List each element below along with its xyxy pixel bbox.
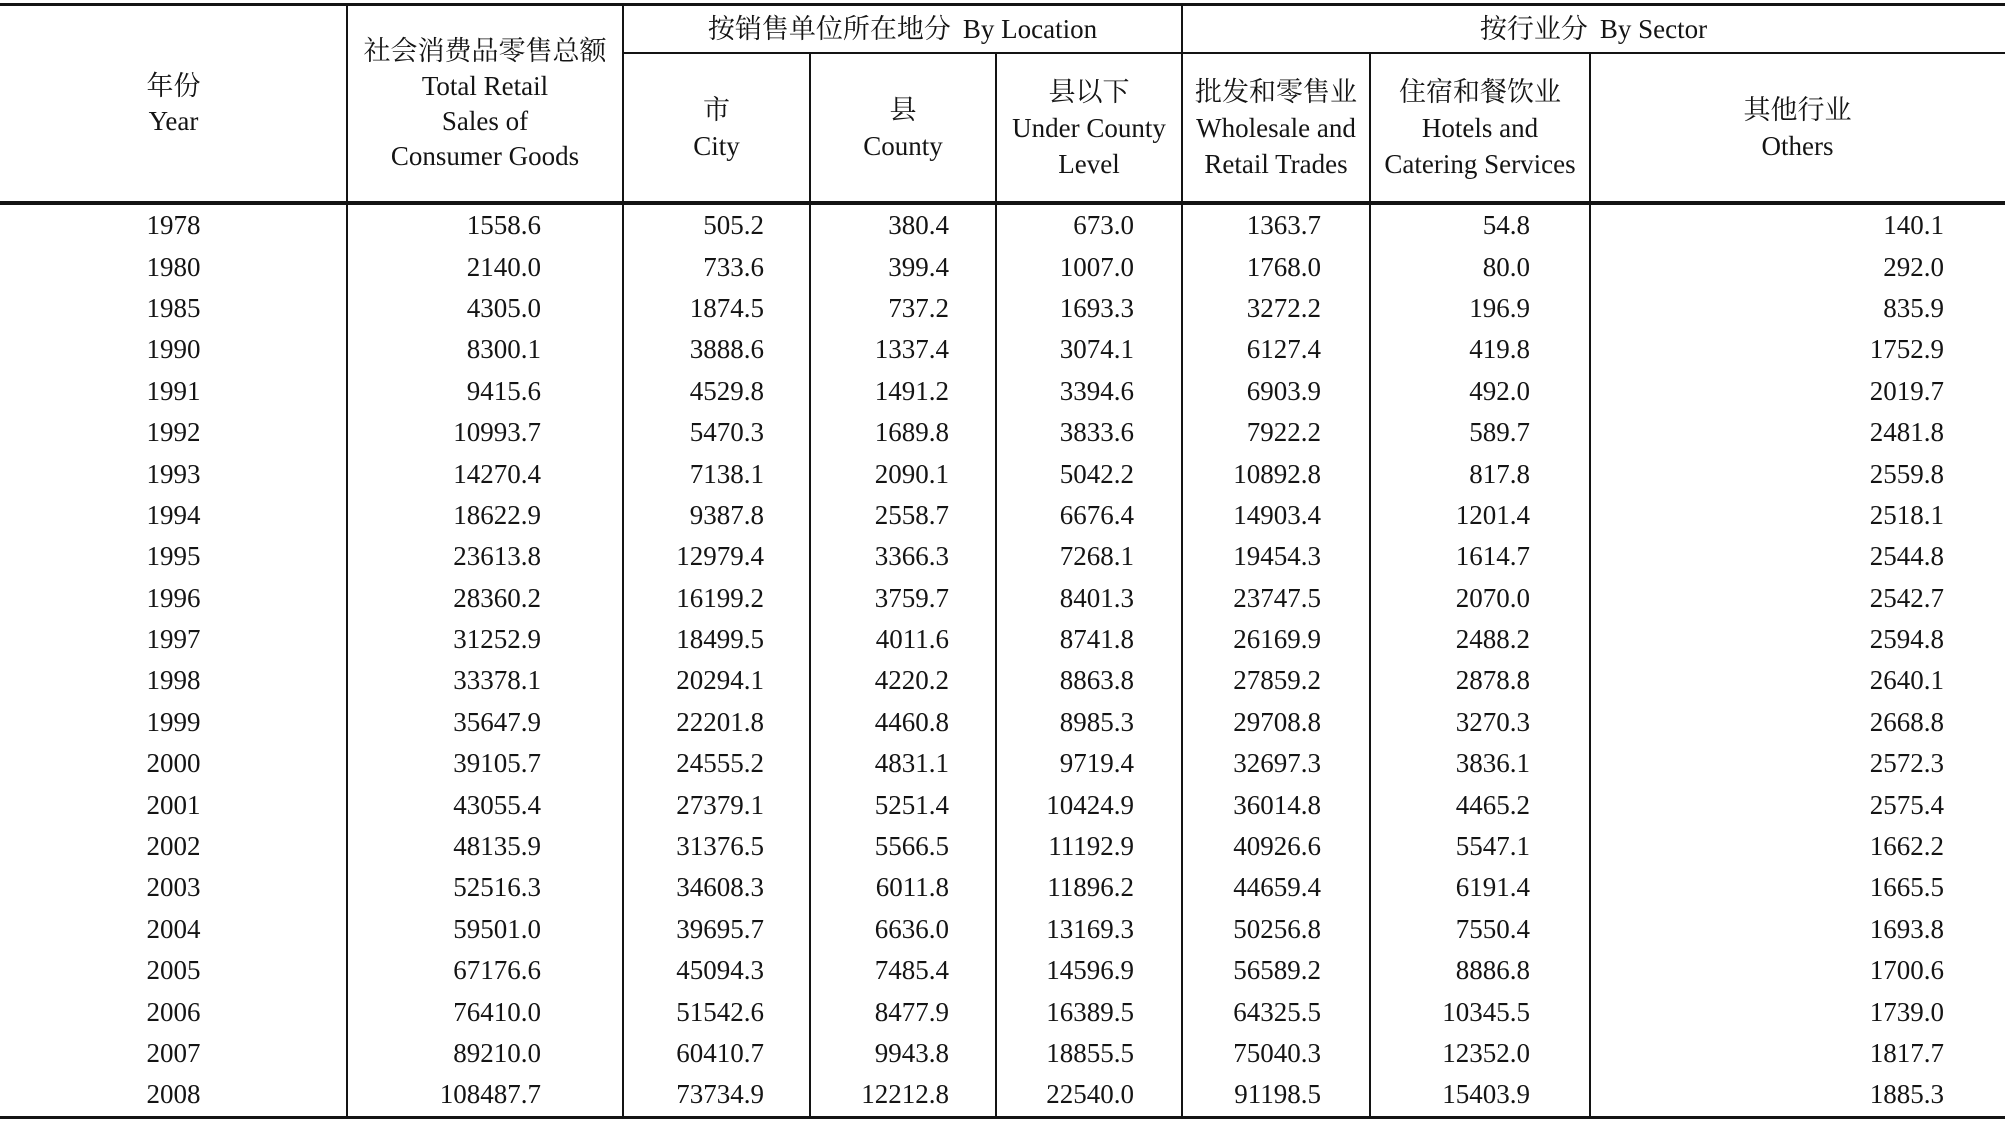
- cell-total-retail-sales: 67176.6: [453, 955, 541, 986]
- cell-hotels-catering: 15403.9: [1442, 1079, 1530, 1110]
- cell-others: 1817.7: [1869, 1038, 1944, 1068]
- table-row: [0, 991, 2005, 1032]
- cell-others: 2481.8: [1869, 417, 1944, 448]
- cell-others: 1752.9: [1869, 334, 1944, 365]
- cell-city: 27379.1: [676, 789, 764, 820]
- cell-wholesale-retail: 23747.5: [1233, 582, 1321, 613]
- cell-total-retail-sales: 9415.6: [466, 375, 541, 406]
- cell-county: 1491.2: [874, 375, 949, 406]
- cell-wholesale-retail: 32697.3: [1233, 748, 1321, 779]
- cell-under-county: 10424.9: [1046, 789, 1134, 820]
- cell-others: 292.0: [1883, 251, 1944, 282]
- column-rule: [995, 52, 997, 1119]
- header-label-zh: 按行业分: [1479, 14, 1588, 44]
- cell-under-county: 8863.8: [1059, 665, 1134, 696]
- cell-county: 4460.8: [874, 706, 949, 737]
- cell-others: 2572.3: [1869, 748, 1944, 779]
- cell-hotels-catering: 80.0: [1482, 251, 1530, 282]
- cell-year: 1990: [146, 334, 201, 365]
- cell-hotels-catering: 817.8: [1469, 458, 1530, 489]
- cell-county: 3366.3: [874, 541, 949, 572]
- table-row: [0, 784, 2005, 825]
- header-by-location: [623, 6, 1182, 54]
- table-header: [0, 6, 2005, 201]
- cell-others: 2594.8: [1869, 624, 1944, 655]
- cell-year: 1998: [146, 665, 201, 696]
- header-label-zh: 市: [703, 94, 730, 125]
- column-rule: [1181, 3, 1183, 1119]
- cell-total-retail-sales: 10993.7: [453, 417, 541, 448]
- cell-total-retail-sales: 4305.0: [466, 292, 541, 323]
- table-row: [0, 536, 2005, 577]
- cell-hotels-catering: 3270.3: [1455, 706, 1530, 737]
- cell-under-county: 7268.1: [1059, 541, 1134, 572]
- column-rule: [809, 52, 811, 1119]
- table-row: [0, 412, 2005, 453]
- cell-year: 1994: [146, 499, 201, 530]
- cell-city: 22201.8: [676, 706, 764, 737]
- cell-total-retail-sales: 31252.9: [453, 624, 541, 655]
- cell-under-county: 14596.9: [1046, 955, 1134, 986]
- table-body: [0, 205, 2005, 1116]
- cell-city: 16199.2: [676, 582, 764, 613]
- cell-wholesale-retail: 10892.8: [1233, 458, 1321, 489]
- cell-wholesale-retail: 1363.7: [1246, 210, 1321, 241]
- table-row: [0, 826, 2005, 867]
- cell-others: 1739.0: [1869, 996, 1944, 1027]
- table-row: [0, 950, 2005, 991]
- cell-hotels-catering: 2878.8: [1455, 665, 1530, 696]
- cell-year: 2008: [146, 1079, 201, 1110]
- table-row: [0, 453, 2005, 494]
- cell-under-county: 22540.0: [1046, 1079, 1134, 1110]
- table-row: [0, 578, 2005, 619]
- cell-total-retail-sales: 43055.4: [453, 789, 541, 820]
- table-row: [0, 246, 2005, 287]
- cell-city: 1874.5: [689, 292, 764, 323]
- cell-total-retail-sales: 89210.0: [453, 1038, 541, 1068]
- cell-year: 2000: [146, 748, 201, 779]
- header-by-sector: [1182, 6, 2005, 54]
- cell-year: 1996: [146, 582, 201, 613]
- cell-county: 399.4: [888, 251, 949, 282]
- header-label-en: Hotels and: [1421, 112, 1539, 143]
- cell-city: 34608.3: [676, 872, 764, 903]
- cell-hotels-catering: 6191.4: [1455, 872, 1530, 903]
- cell-total-retail-sales: 1558.6: [466, 210, 541, 241]
- table-bottom-rule: [0, 1116, 2005, 1119]
- header-wholesale-retail: [1182, 54, 1370, 201]
- cell-county: 4011.6: [875, 624, 949, 655]
- cell-wholesale-retail: 64325.5: [1233, 996, 1321, 1027]
- cell-hotels-catering: 4465.2: [1455, 789, 1530, 820]
- cell-year: 2004: [146, 913, 201, 944]
- table-top-rule: [0, 3, 2005, 6]
- cell-year: 1995: [146, 541, 201, 572]
- cell-hotels-catering: 492.0: [1469, 375, 1530, 406]
- cell-county: 9943.8: [874, 1038, 949, 1068]
- cell-county: 4831.1: [874, 748, 949, 779]
- cell-city: 505.2: [703, 210, 764, 241]
- cell-county: 4220.2: [874, 665, 949, 696]
- header-label-en: Year: [148, 105, 199, 136]
- cell-hotels-catering: 3836.1: [1455, 748, 1530, 779]
- cell-county: 737.2: [888, 292, 949, 323]
- cell-under-county: 8985.3: [1059, 706, 1134, 737]
- cell-wholesale-retail: 29708.8: [1233, 706, 1321, 737]
- table-row: [0, 867, 2005, 908]
- cell-under-county: 1693.3: [1059, 292, 1134, 323]
- header-label-zh: 其他行业: [1743, 94, 1852, 125]
- cell-wholesale-retail: 56589.2: [1233, 955, 1321, 986]
- header-label-en: Others: [1761, 130, 1834, 161]
- cell-hotels-catering: 12352.0: [1442, 1038, 1530, 1068]
- table-row: [0, 743, 2005, 784]
- cell-wholesale-retail: 6127.4: [1246, 334, 1321, 365]
- header-label-zh: 年份: [146, 70, 201, 101]
- cell-city: 5470.3: [689, 417, 764, 448]
- cell-wholesale-retail: 3272.2: [1246, 292, 1321, 323]
- column-rule: [346, 3, 348, 1119]
- cell-under-county: 1007.0: [1059, 251, 1134, 282]
- cell-city: 60410.7: [676, 1038, 764, 1068]
- header-label-en: By Sector: [1599, 14, 1708, 44]
- cell-wholesale-retail: 26169.9: [1233, 624, 1321, 655]
- cell-year: 1997: [146, 624, 201, 655]
- header-label-zh: 批发和零售业: [1195, 76, 1357, 107]
- cell-under-county: 11896.2: [1047, 872, 1134, 903]
- cell-under-county: 5042.2: [1059, 458, 1134, 489]
- cell-hotels-catering: 5547.1: [1455, 831, 1530, 862]
- table-row: [0, 495, 2005, 536]
- table-row: [0, 205, 2005, 246]
- cell-city: 12979.4: [676, 541, 764, 572]
- header-under-county: [996, 54, 1182, 201]
- cell-others: 1700.6: [1869, 955, 1944, 986]
- cell-county: 7485.4: [874, 955, 949, 986]
- column-rule: [1589, 52, 1591, 1119]
- cell-year: 1978: [146, 210, 201, 241]
- cell-total-retail-sales: 52516.3: [453, 872, 541, 903]
- cell-hotels-catering: 589.7: [1469, 417, 1530, 448]
- header-label-en: Sales of: [441, 105, 529, 136]
- cell-year: 1999: [146, 706, 201, 737]
- header-total-retail-sales: [347, 6, 623, 201]
- cell-hotels-catering: 8886.8: [1455, 955, 1530, 986]
- cell-year: 1985: [146, 292, 201, 323]
- cell-year: 2006: [146, 996, 201, 1027]
- cell-wholesale-retail: 75040.3: [1233, 1038, 1321, 1068]
- cell-city: 39695.7: [676, 913, 764, 944]
- cell-others: 2640.1: [1869, 665, 1944, 696]
- cell-year: 1993: [146, 458, 201, 489]
- cell-under-county: 3074.1: [1059, 334, 1134, 365]
- cell-year: 1992: [146, 417, 201, 448]
- cell-others: 2668.8: [1869, 706, 1944, 737]
- cell-under-county: 3394.6: [1059, 375, 1134, 406]
- header-label-zh: 住宿和餐饮业: [1399, 76, 1561, 107]
- cell-hotels-catering: 10345.5: [1442, 996, 1530, 1027]
- cell-total-retail-sales: 39105.7: [453, 748, 541, 779]
- cell-wholesale-retail: 7922.2: [1246, 417, 1321, 448]
- header-label-zh: 按销售单位所在地分: [707, 14, 951, 44]
- cell-city: 18499.5: [676, 624, 764, 655]
- cell-hotels-catering: 1201.4: [1455, 499, 1530, 530]
- cell-total-retail-sales: 8300.1: [466, 334, 541, 365]
- header-county: [810, 54, 996, 201]
- cell-wholesale-retail: 6903.9: [1246, 375, 1321, 406]
- cell-wholesale-retail: 36014.8: [1233, 789, 1321, 820]
- cell-county: 6011.8: [875, 872, 949, 903]
- cell-city: 9387.8: [689, 499, 764, 530]
- header-year: [0, 6, 347, 201]
- cell-city: 31376.5: [676, 831, 764, 862]
- cell-city: 7138.1: [689, 458, 764, 489]
- cell-total-retail-sales: 108487.7: [439, 1079, 541, 1110]
- header-label-zh: 社会消费品零售总额: [363, 35, 607, 66]
- header-label-zh: 县: [889, 94, 917, 125]
- cell-hotels-catering: 2488.2: [1455, 624, 1530, 655]
- cell-under-county: 8401.3: [1059, 582, 1134, 613]
- cell-year: 1991: [146, 375, 201, 406]
- cell-hotels-catering: 2070.0: [1455, 582, 1530, 613]
- cell-others: 1885.3: [1869, 1079, 1944, 1110]
- cell-hotels-catering: 1614.7: [1455, 541, 1530, 572]
- column-rule: [1369, 52, 1371, 1119]
- cell-city: 3888.6: [689, 334, 764, 365]
- cell-county: 380.4: [888, 210, 949, 241]
- cell-others: 2542.7: [1869, 582, 1944, 613]
- cell-county: 8477.9: [874, 996, 949, 1027]
- cell-under-county: 8741.8: [1059, 624, 1134, 655]
- table-row: [0, 702, 2005, 743]
- cell-under-county: 9719.4: [1059, 748, 1134, 779]
- cell-others: 1662.2: [1869, 831, 1944, 862]
- header-label-en: Level: [1058, 148, 1120, 179]
- cell-hotels-catering: 54.8: [1482, 210, 1530, 241]
- header-label-en: County: [863, 130, 943, 161]
- header-label-en: Under County: [1012, 112, 1166, 143]
- cell-wholesale-retail: 14903.4: [1233, 499, 1321, 530]
- table-row: [0, 619, 2005, 660]
- cell-county: 1337.4: [874, 334, 949, 365]
- table-row: [0, 909, 2005, 950]
- cell-total-retail-sales: 2140.0: [466, 251, 541, 282]
- cell-city: 4529.8: [689, 375, 764, 406]
- cell-county: 5566.5: [874, 831, 949, 862]
- header-hotels-catering: [1370, 54, 1590, 201]
- cell-wholesale-retail: 44659.4: [1233, 872, 1321, 903]
- cell-total-retail-sales: 76410.0: [453, 996, 541, 1027]
- cell-wholesale-retail: 19454.3: [1233, 541, 1321, 572]
- header-label-en: Retail Trades: [1204, 148, 1348, 179]
- cell-hotels-catering: 419.8: [1469, 334, 1530, 365]
- column-rule: [622, 3, 624, 1119]
- cell-hotels-catering: 196.9: [1469, 292, 1530, 323]
- header-label-zh: 县以下: [1048, 76, 1130, 107]
- cell-others: 1693.8: [1869, 913, 1944, 944]
- cell-total-retail-sales: 14270.4: [453, 458, 541, 489]
- cell-county: 2558.7: [874, 499, 949, 530]
- table-row: [0, 660, 2005, 701]
- cell-year: 1980: [146, 251, 201, 282]
- header-others: [1590, 54, 2005, 201]
- cell-others: 2518.1: [1869, 499, 1944, 530]
- header-label-en: Consumer Goods: [390, 140, 580, 171]
- cell-year: 2001: [146, 789, 201, 820]
- table-row: [0, 371, 2005, 412]
- header-label-en: City: [693, 130, 740, 161]
- cell-under-county: 6676.4: [1059, 499, 1134, 530]
- cell-total-retail-sales: 18622.9: [453, 499, 541, 530]
- table-row: [0, 1033, 2005, 1074]
- cell-county: 5251.4: [874, 789, 949, 820]
- cell-total-retail-sales: 33378.1: [453, 665, 541, 696]
- cell-under-county: 16389.5: [1046, 996, 1134, 1027]
- cell-wholesale-retail: 1768.0: [1246, 251, 1321, 282]
- cell-year: 2005: [146, 955, 201, 986]
- cell-year: 2007: [146, 1038, 201, 1068]
- cell-wholesale-retail: 27859.2: [1233, 665, 1321, 696]
- header-label-en: By Location: [962, 14, 1098, 44]
- header-bottom-rule: [0, 201, 2005, 205]
- cell-county: 6636.0: [874, 913, 949, 944]
- cell-total-retail-sales: 59501.0: [453, 913, 541, 944]
- cell-year: 2002: [146, 831, 201, 862]
- cell-others: 2544.8: [1869, 541, 1944, 572]
- table-row: [0, 329, 2005, 370]
- cell-city: 51542.6: [676, 996, 764, 1027]
- cell-county: 3759.7: [874, 582, 949, 613]
- cell-city: 733.6: [703, 251, 764, 282]
- cell-under-county: 13169.3: [1046, 913, 1134, 944]
- cell-total-retail-sales: 35647.9: [453, 706, 541, 737]
- cell-county: 1689.8: [874, 417, 949, 448]
- header-label-en: Total Retail: [421, 70, 549, 101]
- cell-wholesale-retail: 40926.6: [1233, 831, 1321, 862]
- table-row: [0, 288, 2005, 329]
- cell-city: 73734.9: [676, 1079, 764, 1110]
- cell-others: 2559.8: [1869, 458, 1944, 489]
- cell-county: 12212.8: [861, 1079, 949, 1110]
- table-row: [0, 1074, 2005, 1115]
- cell-total-retail-sales: 28360.2: [453, 582, 541, 613]
- cell-total-retail-sales: 48135.9: [453, 831, 541, 862]
- cell-total-retail-sales: 23613.8: [453, 541, 541, 572]
- header-label-en: Wholesale and: [1196, 112, 1356, 143]
- cell-wholesale-retail: 91198.5: [1234, 1079, 1321, 1110]
- cell-city: 20294.1: [676, 665, 764, 696]
- cell-others: 140.1: [1883, 210, 1944, 241]
- header-label-en: Catering Services: [1384, 148, 1576, 179]
- cell-others: 1665.5: [1869, 872, 1944, 903]
- header-city: [623, 54, 810, 201]
- cell-hotels-catering: 7550.4: [1455, 913, 1530, 944]
- cell-others: 835.9: [1883, 292, 1944, 323]
- cell-others: 2019.7: [1869, 375, 1944, 406]
- cell-under-county: 673.0: [1073, 210, 1134, 241]
- cell-under-county: 18855.5: [1046, 1038, 1134, 1068]
- cell-under-county: 11192.9: [1048, 831, 1134, 862]
- cell-year: 2003: [146, 872, 201, 903]
- cell-wholesale-retail: 50256.8: [1233, 913, 1321, 944]
- cell-city: 45094.3: [676, 955, 764, 986]
- cell-county: 2090.1: [874, 458, 949, 489]
- cell-city: 24555.2: [676, 748, 764, 779]
- cell-others: 2575.4: [1869, 789, 1944, 820]
- cell-under-county: 3833.6: [1059, 417, 1134, 448]
